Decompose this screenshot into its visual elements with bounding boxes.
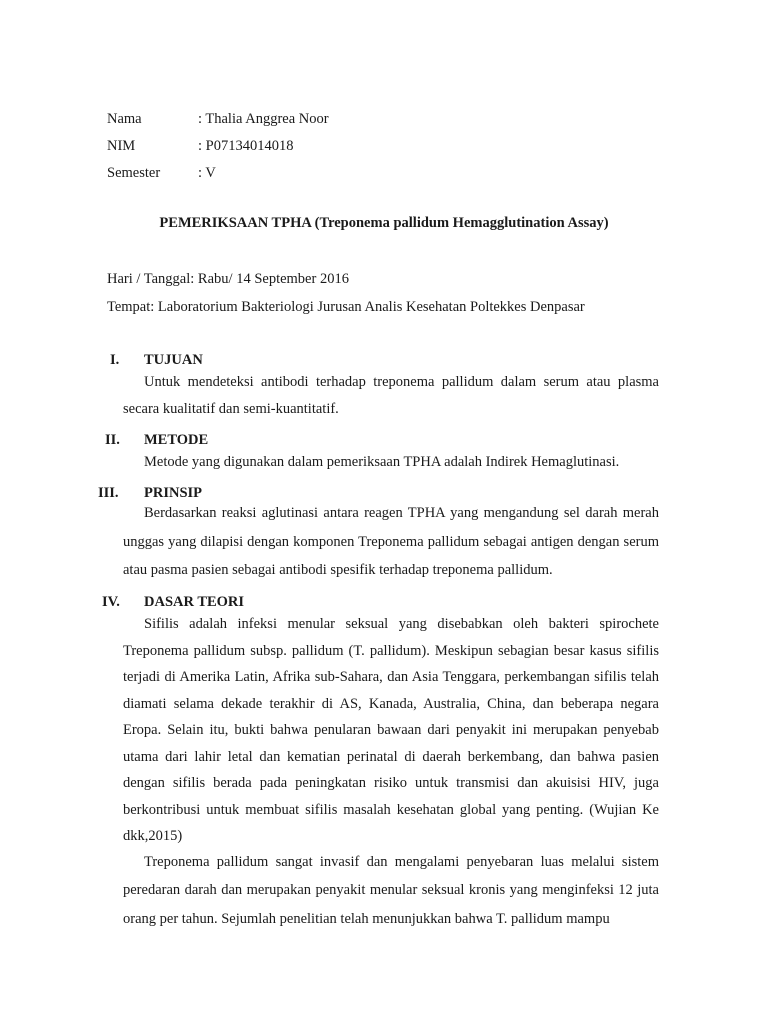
- section-numeral: I.: [110, 352, 120, 368]
- semester-label: Semester: [107, 165, 161, 181]
- name-value: : Thalia Anggrea Noor: [198, 111, 329, 127]
- section-tujuan: [0, 350, 768, 423]
- section-paragraph: Metode yang digunakan dalam pemeriksaan TPHA adalah Indirek Hemaglutinasi.: [144, 454, 620, 470]
- section-heading: DASAR TEORI: [144, 594, 245, 610]
- section-header: [0, 483, 768, 503]
- section-heading: PRINSIP: [144, 485, 203, 501]
- section-numeral: IV.: [102, 594, 120, 610]
- section-paragraph: Berdasarkan reaksi aglutinasi antara reagen TPHA yang mengandung sel darah merah unggas yang dilapisi dengan komponen Treponema pallidum sebagai antigen dengan serum atau pasma pasien sebagai antibodi spesifik terhadap treponema pallidum.: [123, 505, 659, 578]
- semester-value: : V: [198, 165, 216, 181]
- section-dasar-teori: [0, 592, 768, 933]
- place-line: Tempat: Laboratorium Bakteriologi Jurusan Analis Kesehatan Poltekkes Denpasar: [107, 299, 585, 315]
- identity-block: [107, 108, 329, 189]
- section-metode: [0, 430, 768, 476]
- section-header: [0, 350, 768, 370]
- section-paragraph: Treponema pallidum sangat invasif dan mengalami penyebaran luas melalui sistem peredaran darah dan merupakan penyakit menular seksual kronis yang menginfeksi 12 juta orang per tahun. Sejumlah penelitian telah menunjukkan bahwa T. pallidum mampu: [123, 853, 659, 927]
- nim-value: : P07134014018: [198, 138, 294, 154]
- identity-name-row: [107, 108, 329, 135]
- document-title: PEMERIKSAAN TPHA (Treponema pallidum Hemagglutination Assay): [159, 215, 609, 231]
- section-prinsip: [0, 483, 768, 585]
- section-heading: TUJUAN: [144, 352, 203, 368]
- section-numeral: II.: [105, 432, 120, 448]
- identity-nim-row: [107, 135, 329, 162]
- date-line: Hari / Tanggal: Rabu/ 14 September 2016: [107, 271, 349, 287]
- section-paragraph: Untuk mendeteksi antibodi terhadap treponema pallidum dalam serum atau plasma secara kualitatif dan semi-kuantitatif.: [123, 374, 659, 417]
- identity-semester-row: [107, 162, 329, 189]
- section-header: [0, 430, 768, 450]
- section-heading: METODE: [144, 432, 209, 448]
- section-paragraph: Sifilis adalah infeksi menular seksual yang disebabkan oleh bakteri spirochete Treponema pallidum subsp. pallidum (T. pallidum). Meskipun sebagian besar kasus sifilis terjadi di Amerika Latin, Afrika sub-Sahara, dan Asia Tenggara, perkembangan sifilis telah diamati selama dekade terakhir di AS, Kanada, Australia, China, dan beberapa negara Eropa. Selain itu, bukti bahwa penularan bawaan dari penyakit ini merupakan penyebab utama dari lahir letal dan kematian perinatal di daerah berkembang, dan bahwa pasien dengan sifilis berada pada peningkatan risiko untuk transmisi dan akuisisi HIV, juga berkontribusi untuk membuat sifilis masalah kesehatan global yang penting. (Wujian Ke dkk,2015): [123, 616, 659, 844]
- section-numeral: III.: [98, 485, 119, 501]
- meta-block: [107, 268, 585, 324]
- nim-label: NIM: [107, 138, 136, 154]
- section-header: [0, 592, 768, 612]
- name-label: Nama: [107, 111, 142, 127]
